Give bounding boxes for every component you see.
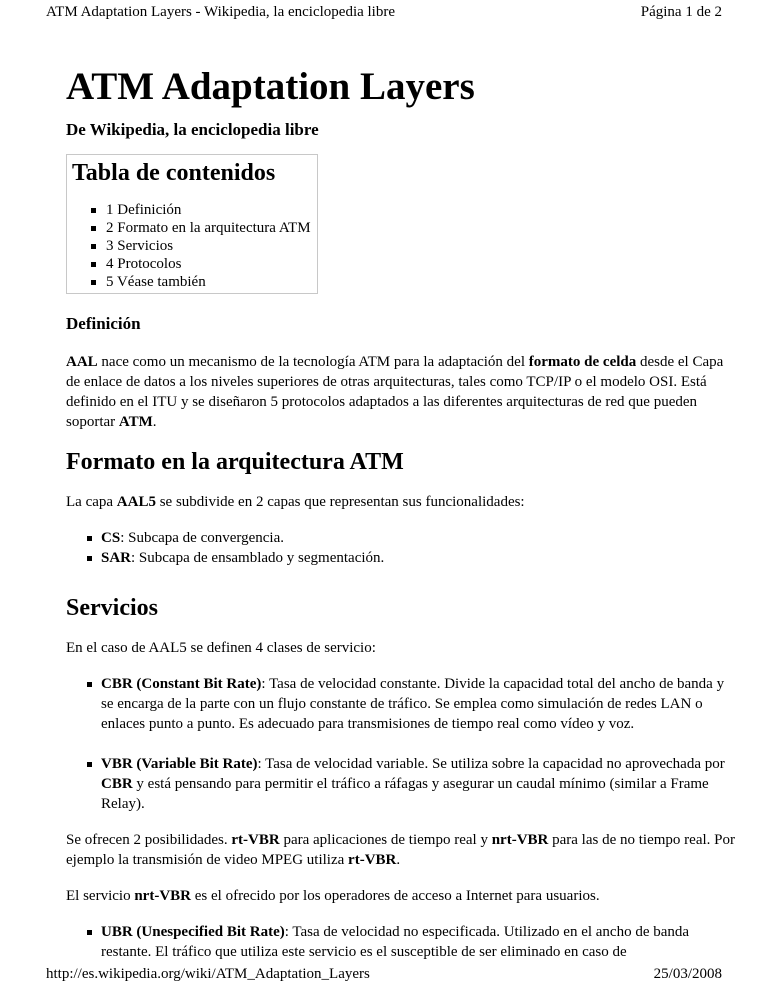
print-footer bbox=[46, 962, 722, 986]
text: : Subcapa de convergencia. bbox=[120, 530, 285, 546]
paragraph-vbr-options bbox=[66, 830, 736, 870]
bullet-icon bbox=[91, 280, 96, 285]
bold-term: AAL bbox=[66, 354, 98, 370]
toc-list bbox=[72, 201, 317, 291]
servicios-list-continued bbox=[66, 922, 736, 962]
bold-term: SAR bbox=[101, 550, 132, 566]
text: : Subcapa de ensamblado y segmentación. bbox=[131, 550, 385, 566]
text: para aplicaciones de tiempo real y bbox=[279, 832, 492, 848]
paragraph-servicios-intro: En el caso de AAL5 se definen 4 clases de servicio: bbox=[66, 640, 376, 656]
paragraph-formato-intro bbox=[66, 492, 736, 512]
bold-term: CS bbox=[101, 530, 121, 546]
toc-item-definicion[interactable] bbox=[91, 201, 317, 219]
bold-term: rt-VBR bbox=[348, 852, 397, 868]
doc-title: ATM Adaptation Layers - Wikipedia, la enciclopedia libre bbox=[46, 4, 396, 20]
bullet-icon bbox=[91, 262, 96, 267]
bold-term: UBR (Unespecified Bit Rate) bbox=[101, 924, 285, 940]
text: La capa bbox=[66, 494, 117, 510]
text: es el ofrecido por los operadores de acceso a Internet para usuarios. bbox=[191, 888, 600, 904]
bullet-icon bbox=[91, 244, 96, 249]
bold-term: AAL5 bbox=[116, 494, 156, 510]
list-item bbox=[87, 528, 736, 548]
text: . bbox=[396, 852, 401, 868]
heading-servicios: Servicios bbox=[66, 595, 158, 621]
list-item-vbr bbox=[87, 754, 736, 814]
print-header bbox=[46, 0, 722, 24]
list-item-ubr bbox=[87, 922, 736, 962]
text: . bbox=[152, 414, 157, 430]
bullet-icon bbox=[87, 556, 92, 561]
toc-item-label[interactable]: 1 Definición bbox=[106, 202, 182, 218]
bold-term: ATM bbox=[118, 414, 153, 430]
paragraph-nrt-vbr bbox=[66, 886, 736, 906]
list-item-cbr bbox=[87, 674, 736, 734]
bold-term: VBR (Variable Bit Rate) bbox=[101, 756, 258, 772]
bold-term: CBR bbox=[101, 776, 133, 792]
table-of-contents bbox=[66, 154, 318, 294]
bullet-icon bbox=[87, 930, 92, 935]
text: Se ofrecen 2 posibilidades. bbox=[66, 832, 232, 848]
text: desde el Capa de enlace de datos a los niveles superiores de otras arquitecturas, tales como TCP/IP o el modelo OSI. Está definido en el ITU y se diseñaron 5 protocolos adaptados a las diferentes arquitecturas de red que pueden soportar bbox=[66, 354, 724, 430]
bold-term: CBR (Constant Bit Rate) bbox=[101, 676, 262, 692]
formato-list bbox=[66, 528, 736, 568]
toc-item-label[interactable]: 5 Véase también bbox=[106, 274, 206, 290]
heading-definicion: Definición bbox=[66, 314, 141, 333]
toc-item-label[interactable]: 4 Protocolos bbox=[106, 256, 182, 272]
text: : Tasa de velocidad no especificada. Utilizado en el ancho de banda restante. El tráfico que utiliza este servicio es el susceptible de ser eliminado en caso de bbox=[101, 924, 690, 960]
bold-term: rt-VBR bbox=[231, 832, 280, 848]
toc-item-servicios[interactable] bbox=[91, 237, 317, 255]
list-item bbox=[87, 548, 736, 568]
toc-title: Tabla de contenidos bbox=[72, 160, 276, 186]
text: El servicio bbox=[66, 888, 135, 904]
page-indicator: Página 1 de 2 bbox=[640, 4, 722, 20]
text: nace como un mecanismo de la tecnología ATM para la adaptación del bbox=[97, 354, 529, 370]
text: para las de no tiempo real. Por ejemplo la transmisión de video MPEG utiliza bbox=[66, 832, 735, 868]
bold-term: nrt-VBR bbox=[134, 888, 191, 904]
toc-item-label[interactable]: 3 Servicios bbox=[106, 238, 174, 254]
bullet-icon bbox=[87, 536, 92, 541]
page-url: http://es.wikipedia.org/wiki/ATM_Adaptation_Layers bbox=[46, 966, 370, 982]
bullet-icon bbox=[91, 226, 96, 231]
text: y está pensando para permitir el tráfico a ráfagas y asegurar un caudal mínimo (similar a Frame Relay). bbox=[101, 776, 709, 812]
bullet-icon bbox=[91, 208, 96, 213]
text: se subdivide en 2 capas que representan sus funcionalidades: bbox=[155, 494, 525, 510]
paragraph-definicion bbox=[66, 352, 736, 432]
toc-item-vease-tambien[interactable] bbox=[91, 273, 317, 291]
print-date: 25/03/2008 bbox=[653, 966, 722, 982]
toc-item-label[interactable]: 2 Formato en la arquitectura ATM bbox=[106, 220, 311, 236]
article-content bbox=[66, 64, 736, 962]
bold-term: formato de celda bbox=[528, 354, 637, 370]
page-subtitle: De Wikipedia, la enciclopedia libre bbox=[66, 120, 319, 139]
page-title: ATM Adaptation Layers bbox=[66, 65, 475, 108]
text: : Tasa de velocidad variable. Se utiliza sobre la capacidad no aprovechada por bbox=[257, 756, 725, 772]
bold-term: nrt-VBR bbox=[491, 832, 549, 848]
heading-formato: Formato en la arquitectura ATM bbox=[66, 449, 404, 475]
bullet-icon bbox=[87, 682, 92, 687]
text: : Tasa de velocidad constante. Divide la capacidad total del ancho de banda y se encarga de la parte con un flujo constante de tráfico. Se emplea como simulación de redes LAN o enlaces punto a punto. Es adecuado para transmisiones de tiempo real como vídeo y voz. bbox=[101, 676, 725, 732]
bullet-icon bbox=[87, 762, 92, 767]
toc-item-protocolos[interactable] bbox=[91, 255, 317, 273]
servicios-list bbox=[66, 674, 736, 814]
toc-item-formato[interactable] bbox=[91, 219, 317, 237]
